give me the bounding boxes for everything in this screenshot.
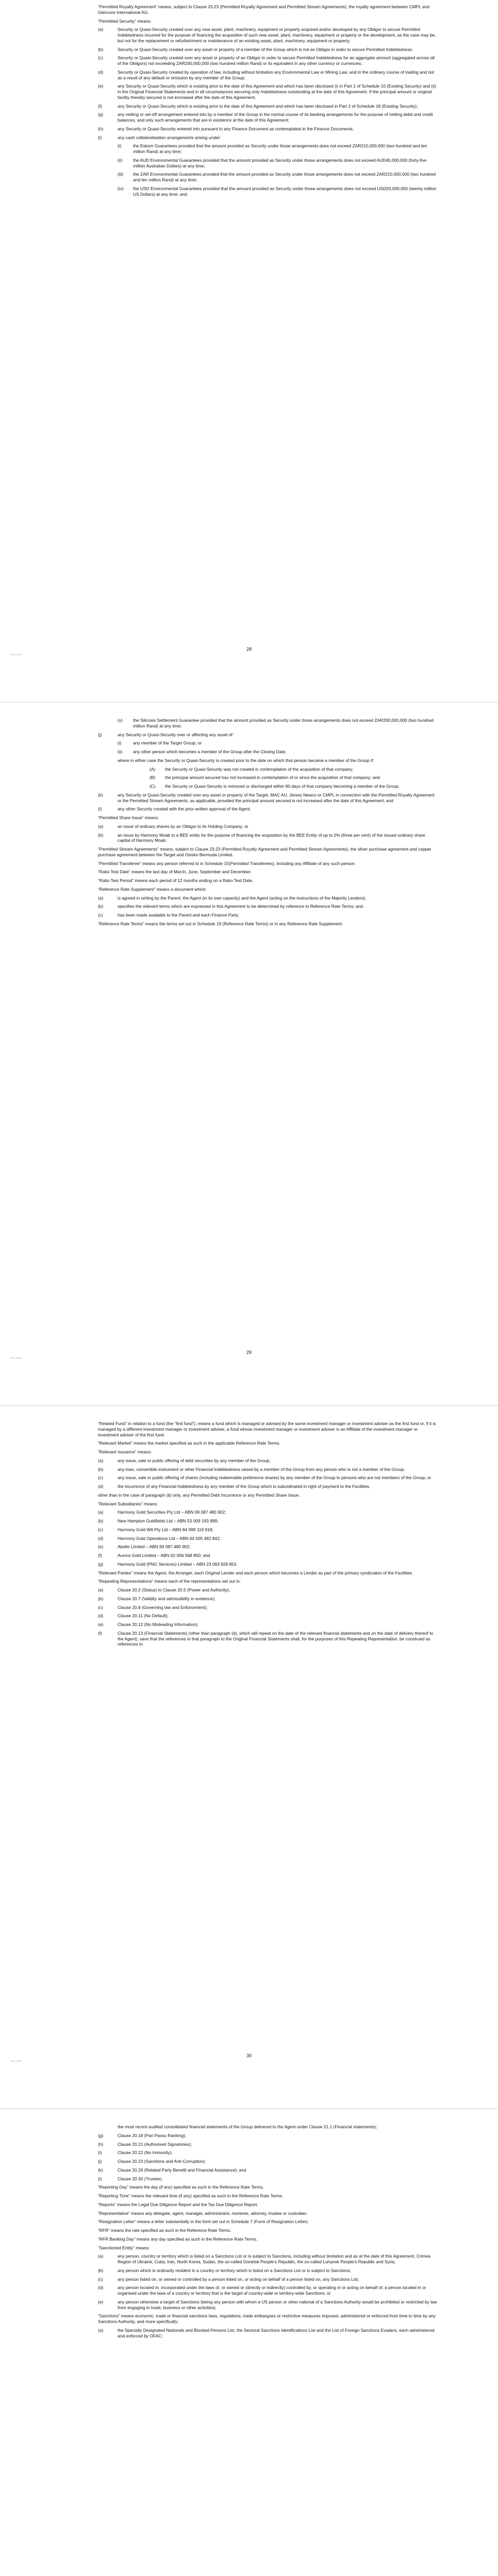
list-item-text: any member of the Target Group; or: [133, 740, 202, 746]
list-item: [98, 1613, 438, 1619]
list-item-label: (c): [98, 55, 103, 61]
list-item: [118, 740, 438, 746]
list-item-label: (b): [98, 2267, 104, 2273]
document-reference-footer: 0000_00000: [10, 2060, 22, 2062]
list-item-text: any Security or Quasi-Security entered into pursuant to any Finance Document as contemplated in the Finance Documents;: [118, 126, 354, 131]
list-item: [98, 1596, 438, 1602]
list-item-text: any netting or set-off arrangement entered into by a member of the Group in the normal course of its banking arrangements for the purpose of netting debit and credit balances, and only such arrangements that are in existence at the date of this Agreement;: [118, 112, 433, 123]
page-number: 29: [246, 1350, 252, 1355]
list-item-text: Clause 20.12 (No Misleading Information);: [118, 1622, 198, 1627]
list-item: [98, 104, 438, 109]
definition-paragraph: “RFR” means the rate specified as such in the Reference Rate Terms.: [98, 2228, 231, 2233]
list-item: [98, 1467, 438, 1472]
list-item: [98, 2150, 438, 2156]
list-item-text: Clause 20.8 (Governing law and Enforcement);: [118, 1604, 208, 1610]
list-item-text: the USD Environmental Guarantees provided that the amount provided as Security under those arrangements does not exceed USD20,000,000 (twenty million US Dollars) at any time; and: [133, 185, 437, 197]
list-item: [98, 83, 438, 100]
list-item: [98, 2176, 438, 2182]
list-item-text: any issue, sale or public offering of shares (including redeemable preference shares) by any member of the Group to persons who are not members of the Group; or: [118, 1475, 431, 1481]
list-item-label: (f): [98, 1553, 102, 1558]
list-item: [150, 775, 438, 781]
list-item-text: the Eskom Guarantees provided that the amount provided as Security under those arrangements does not exceed ZAR210,000,000 (two hundred and ten million Rand) at any time;: [133, 143, 427, 154]
list-item: [98, 2142, 438, 2147]
list-item-label: (iv): [118, 185, 124, 191]
list-item: [98, 1510, 438, 1515]
list-item-text: Harmony Gold Operations Ltd – ABN 44 005 482 842;: [118, 1535, 221, 1541]
list-item-label: (C): [150, 784, 156, 789]
list-item-text: Clause 20.18 (Pari Passu Ranking);: [118, 2132, 187, 2138]
list-item-text: Security or Quasi-Security created over any new asset, plant, machinery, equipment or property acquired and/or developed by any Obligor to secure Permitted Indebtedness incurred for the purpose of financing the acquisition of such new asset, plant, machinery, equipment or property or the development, as the case may be, but not for the replacement or refurbishment or maintenance of an existing asset, plant, machinery, equipment or property;: [118, 27, 436, 43]
list-item: [98, 2268, 438, 2274]
page-content: [98, 718, 438, 930]
list-item-label: (b): [98, 1596, 104, 1601]
list-item: [98, 833, 438, 844]
definition-paragraph: “Permitted Share Issue” means:: [98, 815, 159, 820]
definition-paragraph: “Ratio Test Date” means the last day of March, June, September and December.: [98, 869, 252, 875]
list-item-label: (j): [98, 732, 102, 737]
list-item: [98, 1631, 438, 1647]
list-item-label: (h): [98, 2141, 104, 2147]
list-item: [98, 70, 438, 81]
list-item: [98, 732, 438, 738]
list-item-text: the incurrence of any Financial Indebtedness by any member of the Group which is subordinated in right of payment to the Facilities,: [118, 1484, 371, 1489]
list-item-text: any person otherwise a target of Sanctions (being any person with whom a US person or other national of a Sanctions Authority would be prohibited or restricted by law from engaging in trade, business or other activities).: [118, 2299, 437, 2310]
definition-paragraph: “Reference Rate Supplement” means a document which:: [98, 886, 207, 892]
list-item-text: any Security or Quasi-Security which is existing prior to the date of this Agreement and which has been disclosed in Part 2 of Schedule 18 (Existing Security);: [118, 103, 418, 109]
definition-paragraph: “Repeating Representations” means each of the representations set out in:: [98, 1579, 241, 1584]
definition-paragraph: “Permitted Transferee” means any person referred to in Schedule 15(Permitted Transferees), including any Affiliate of any such person.: [98, 860, 356, 866]
list-item-text: any person, country or territory which is listed on a Sanctions List or is subject to Sanctions, including without limitation and as at the date of this Agreement, Crimea Region of Ukraine, Cuba, Iran, North Korea, Sudan, the so-called Donetsk People’s Republic, the so-called Luhansk People’s Republic and Syria;: [118, 2253, 431, 2264]
list-item: [98, 1553, 438, 1558]
list-item-label: (d): [98, 69, 104, 75]
list-item: [98, 1458, 438, 1464]
list-item-text: the ZAR Environmental Guarantees provided that the amount provided as Security under those arrangements does not exceed ZAR210,000,000 (two hundred and ten million Rand) at any time;: [133, 172, 436, 182]
list-item-text: the AUD Environmental Guarantees provided that the amount provided as Security under those arrangements does not exceed AUD45,000,000 (forty-five million Australian Dollars) at any time;: [133, 157, 427, 168]
list-item-label: (b): [98, 1466, 104, 1472]
list-item: [98, 27, 438, 43]
list-item: [98, 1544, 438, 1550]
page-number: 30: [246, 2053, 252, 2058]
definition-paragraph: “Resignation Letter” means a letter substantially in the form set out in Schedule 7 (Form of Resignation Letter).: [98, 2219, 309, 2225]
definition-paragraph: “Relevant Subsidiaries” means:: [98, 1501, 158, 1506]
definition-paragraph: “Permitted Security” means:: [98, 18, 152, 24]
page-content: [98, 2124, 438, 2342]
list-item-text: Clause 20.7 (Validity and admissibility in evidence);: [118, 1596, 215, 1601]
list-item-label: (l): [98, 2176, 102, 2181]
page-content: [98, 4, 438, 200]
list-item: [98, 2299, 438, 2311]
list-item-label: (b): [98, 832, 104, 838]
list-item-label: (d): [98, 1535, 104, 1541]
list-item-label: (a): [98, 27, 104, 32]
definition-paragraph: “Ratio Test Period” means each period of 12 months ending on a Ratio Test Date.: [98, 878, 254, 883]
list-item-text: any person listed on, or owned or controlled by a person listed on, or acting on behalf of a person listed on, any Sanctions List;: [118, 2276, 359, 2282]
list-item: [98, 2159, 438, 2164]
list-item-label: (b): [98, 46, 104, 52]
list-item-text: an issue by Harmony Moab to a BEE entity for the purpose of financing the acquisition by the BEE Entity of up to 2% (three per cent) of the issued ordinary share capital of Harmony Moab.: [118, 832, 425, 843]
definition-paragraph: “Reporting Day” means the day (if any) specified as such in the Reference Rate Terms.: [98, 2184, 264, 2190]
list-item-label: (h): [98, 126, 104, 131]
list-item: [98, 1587, 438, 1593]
list-item: [118, 749, 438, 755]
list-item: [98, 895, 438, 901]
list-item-label: (ii): [118, 157, 123, 163]
list-item-text: any cash collateralisation arrangements arising under:: [118, 134, 221, 140]
list-item-label: (i): [118, 740, 122, 746]
list-item-label: (B): [150, 775, 156, 781]
list-item: [118, 186, 438, 197]
list-item-label: (k): [98, 792, 103, 798]
list-item: [98, 55, 438, 66]
list-item: [150, 767, 438, 772]
list-item-text: has been made available to the Parent and each Finance Party.: [118, 912, 239, 918]
page-number: 28: [246, 647, 252, 652]
list-item-label: (a): [98, 1458, 104, 1463]
list-item-text: any Security or Quasi-Security which is existing prior to the date of this Agreement and which has been disclosed (i) in Part 1 of Schedule 10 (Existing Security) and (ii) in the Original Financial Statements and in all circumstances securing only Indebtedness outstanding at the date of this Agreement. If the principal amount or original facility thereby secured is not increased after the date of this Agreement;: [118, 83, 436, 100]
list-item-label: (j): [98, 2159, 102, 2164]
list-item-label: (i): [98, 134, 102, 140]
definition-paragraph: “Reporting Time” means the relevant time (if any) specified as such in the Reference Rate Terms.: [98, 2193, 284, 2198]
list-item-text: Clause 20.23 (Sanctions and Anti-Corruption);: [118, 2159, 206, 2164]
definition-paragraph: “Sanctioned Entity” means:: [98, 2245, 150, 2250]
list-item-label: (A): [150, 766, 156, 772]
page-separator: [0, 702, 498, 703]
list-item-text: the Security or Quasi-Security was not created in contemplation of the acquisition of that company;: [165, 766, 354, 772]
document-page: [0, 2110, 498, 2576]
list-item: [98, 135, 438, 141]
list-item-text: Clause 20.22 (No Immunity);: [118, 2150, 173, 2156]
definition-paragraph: the most recent audited consolidated financial statements of the Group delivered to the Agent under Clause 21.1 (Financial statements);: [118, 2124, 377, 2129]
list-item: [98, 824, 438, 829]
list-item-text: New Hampton Goldfields Ltd – ABN 53 009 193 999;: [118, 1518, 219, 1523]
list-item-text: any person which is ordinarily resident in a country or territory which is listed on a Sanctions List or is subject to Sanctions;: [118, 2267, 351, 2273]
list-item-label: (a): [98, 1587, 104, 1592]
list-item-label: (g): [98, 2132, 104, 2138]
list-item-text: Abelle Limited – ABN 69 087 480 902;: [118, 1544, 191, 1550]
list-item: [98, 2133, 438, 2139]
list-item-label: (k): [98, 2167, 103, 2173]
list-item-text: Harmony Gold Securities Pty Ltd – ABN 69 087 480 902;: [118, 1510, 226, 1515]
definition-paragraph: other than in the case of paragraph (b) only, any Permitted Debt Incurrence or any Permitted Share Issue.: [98, 1492, 300, 1498]
definition-paragraph: “Permitted Royalty Agreement” means, subject to Clause 23.23 (Permitted Royalty Agreement and Permitted Stream Agreements), the royalty agreement between CMPL and Glencore International AG.: [98, 4, 430, 15]
definition-paragraph: “Permitted Stream Agreements” means, subject to Clause 23.23 (Permitted Royalty Agreement and Permitted Stream Agreements), the silver purchase agreement and copper purchase agreement between the Target and Osisko Bermuda Limited.: [98, 846, 431, 857]
definition-paragraph: “Relevant Parties” means the Agent, the Arranger, each Original Lender and each person which becomes a Lender as part of the primary syndication of the Facilities.: [98, 1570, 413, 1575]
list-item: [98, 1475, 438, 1481]
list-item: [98, 2328, 438, 2339]
list-item-text: is agreed in writing by the Parent, the Agent (in its own capacity) and the Agent (acting on the instructions of the Majority Lenders);: [118, 895, 367, 901]
list-item-label: (i): [98, 2150, 102, 2156]
document-reference-footer: 0000_00000: [10, 1357, 22, 1359]
list-item: [98, 1622, 438, 1628]
list-item-label: (g): [98, 1561, 104, 1567]
list-item-label: (c): [98, 912, 103, 918]
list-item-label: (i): [118, 143, 122, 149]
list-item-text: the Security or Quasi-Security is removed or discharged within 90 days of that company becoming a member of the Group;: [165, 784, 400, 789]
definition-paragraph: where in either case the Security or Quasi-Security is created prior to the date on which that person became a member of the Group if:: [118, 757, 374, 763]
list-item-label: (a): [98, 2327, 104, 2333]
list-item-label: (a): [98, 823, 104, 829]
definition-paragraph: “Related Fund” in relation to a fund (the “first fund”), means a fund which is managed or advised by the same investment manager or investment adviser as the first fund or, if it is managed by a different investment manager or investment adviser, a fund whose investment manager or investment adviser is an Affiliate of the investment manager or investment adviser of the first fund.: [98, 1421, 436, 1437]
list-item-label: (e): [98, 1544, 104, 1550]
list-item: [98, 904, 438, 909]
list-item-label: (d): [98, 1613, 104, 1619]
list-item: [98, 2285, 438, 2296]
list-item-label: (a): [98, 1510, 104, 1515]
list-item: [98, 47, 438, 53]
list-item-text: Clause 20.29 (Related Party Benefit and Financial Assistance); and: [118, 2167, 246, 2173]
list-item: [98, 2167, 438, 2173]
list-item-text: any Security or Quasi-Security over or affecting any asset of:: [118, 732, 234, 737]
list-item-label: (c): [98, 1604, 103, 1610]
list-item-label: (a): [98, 895, 104, 901]
definition-paragraph: “Reference Rate Terms” means the terms set out in Schedule 19 (Reference Rate Terms) or in any Reference Rate Supplement.: [98, 921, 343, 926]
list-item-label: (ii): [118, 749, 123, 754]
document-reference-footer: 0000_00000: [10, 653, 22, 656]
list-item-text: any other Security created with the prior written approval of the Agent.: [118, 806, 251, 812]
list-item: [150, 784, 438, 789]
definition-paragraph: “Sanctions” means economic, trade or financial sanctions laws, regulations, trade embargoes or restrictive measures imposed, administered or enforced from time to time by any Sanctions Authority, and more specifically:: [98, 2313, 436, 2324]
list-item-text: any Security or Quasi-Security created over any asset or property of the Target, MAC AU, Jersey Newco or CMPL in connection with the Permitted Royalty Agreement or the Permitted Stream Agreements, as applicable, provided the principal amount secured is not increased after the date of this Agreement; and: [118, 792, 435, 803]
list-item-text: an issue of ordinary shares by an Obligor to its Holding Company; or: [118, 823, 248, 829]
list-item-label: (a): [98, 2253, 104, 2259]
list-item: [98, 1562, 438, 1567]
list-item: [98, 1605, 438, 1611]
definition-paragraph: “Representative” means any delegate, agent, manager, administrator, nominee, attorney, trustee or custodian.: [98, 2210, 308, 2216]
list-item-label: (v): [118, 718, 123, 723]
list-item-text: the Specially Designated Nationals and Blocked Persons List, the Sectoral Sanctions Identifications List and the List of Foreign Sanctions Evaders, each administered and enforced by OFAC;: [118, 2327, 435, 2338]
list-item: [98, 912, 438, 918]
definition-paragraph: “Reports” means the Legal Due Diligence Report and the Tax Due Diligence Report.: [98, 2201, 258, 2207]
list-item-text: Harmony Gold (PNG Services) Limited – ABN 23 063 828 853.: [118, 1561, 238, 1567]
list-item-text: the principal amount secured has not increased in contemplation of or since the acquisition of that company; and: [165, 775, 380, 781]
list-item-text: any issue, sale or public offering of debt securities by any member of the Group;: [118, 1458, 271, 1463]
list-item-label: (b): [98, 904, 104, 909]
page-content: [98, 1421, 438, 1650]
page-separator: [0, 2108, 498, 2109]
list-item-label: (f): [98, 103, 102, 109]
definition-paragraph: “Relevant Market” means the market specified as such in the applicable Reference Rate Terms.: [98, 1440, 280, 1446]
list-item-label: (c): [98, 1475, 103, 1481]
list-item-text: any person located in, incorporated under the laws of, or owned or (directly or indirectly) controlled by, or operating in or acting on behalf of, a person located in or organised under the laws of a country or territory that is the target of country-wide or territory-wide Sanctions; or: [118, 2285, 426, 2296]
list-item: [98, 126, 438, 132]
list-item-text: Security or Quasi-Security created by operation of law, including without limitation any Environmental Law or Mining Law, and in the ordinary course of trading and not as a result of any default or omission by any member of the Group;: [118, 69, 435, 80]
list-item-text: Harmony Gold WA Pty Ltd – ABN 84 099 119 918;: [118, 1527, 213, 1532]
list-item-text: Clause 20.13 (Financial Statements) (other than paragraph (d), which will repeat on the date of the relevant financial statements and on the date of delivery thereof to the Agent), save that the references in that paragraph to the Original Financial Statements shall, for the purposes of this Repeating Representation, be construed as references to: [118, 1630, 434, 1647]
list-item-label: (c): [98, 1527, 103, 1532]
list-item-label: (d): [98, 2285, 104, 2291]
definition-paragraph: “RFR Banking Day” means any day specified as such in the Reference Rate Terms.: [98, 2236, 258, 2242]
list-item-text: Security or Quasi-Security created over any asset or property of a member of the Group which is not an Obligor in order to secure Permitted Indebtedness;: [118, 46, 413, 52]
list-item: [98, 1518, 438, 1524]
list-item-label: (e): [98, 2299, 104, 2304]
page-separator: [0, 1405, 498, 1406]
list-item: [98, 792, 438, 804]
list-item: [118, 172, 438, 183]
list-item: [98, 2253, 438, 2265]
definition-paragraph: “Relevant Issuance” means:: [98, 1449, 152, 1454]
list-item: [118, 158, 438, 169]
list-item-label: (g): [98, 112, 104, 117]
list-item: [118, 143, 438, 155]
document-page: [0, 703, 498, 1406]
document-page: [0, 1406, 498, 2110]
list-item-label: (e): [98, 83, 104, 89]
list-item-text: Security or Quasi-Security created over any asset or property of an Obligor in order to secure Permitted Indebtedness for an aggregate amount (aggregated across all of the Obligors) not exceeding ZAR200,000,000 (two hundred million Rand) or its equivalent in any other currency or currencies;: [118, 55, 435, 66]
list-item: [98, 112, 438, 123]
list-item-label: (c): [98, 2276, 103, 2282]
document-page: [0, 0, 498, 703]
list-item: [98, 1536, 438, 1541]
list-item: [98, 2277, 438, 2282]
list-item-text: Clause 20.30 (Trustee).: [118, 2176, 163, 2181]
list-item: [98, 1484, 438, 1489]
list-item-label: (iii): [118, 172, 124, 177]
list-item-label: (l): [98, 806, 102, 812]
list-item-text: Clause 20.11 (No Default);: [118, 1613, 169, 1619]
list-item-label: (f): [98, 1630, 102, 1636]
list-item-text: the Silicosis Settlement Guarantee provided that the amount provided as Security under those arrangements does not exceed ZAR200,000,000 (two hundred million Rand) at any time;: [133, 718, 434, 728]
list-item-text: Clause 20.21 (Authorised Signatories);: [118, 2141, 192, 2147]
list-item-text: any other person which becomes a member of the Group after the Closing Date,: [133, 749, 287, 754]
list-item-text: Clause 20.2 (Status) to Clause 20.5 (Power and Authority);: [118, 1587, 230, 1592]
list-item-label: (b): [98, 1518, 104, 1523]
list-item: [98, 1527, 438, 1533]
list-item-label: (d): [98, 1484, 104, 1489]
list-item-text: any loan, convertible instrument or other Financial Indebtedness raised by a member of the Group from any person who is not a member of the Group;: [118, 1466, 405, 1472]
list-item-label: (e): [98, 1622, 104, 1627]
list-item-text: specifies the relevant terms which are expressed in this Agreement to be determined by reference to Reference Rate Terms; and: [118, 904, 363, 909]
list-item: [98, 806, 438, 812]
list-item: [118, 718, 438, 729]
list-item-text: Aurora Gold Limited – ABN 62 006 568 850; and: [118, 1553, 210, 1558]
